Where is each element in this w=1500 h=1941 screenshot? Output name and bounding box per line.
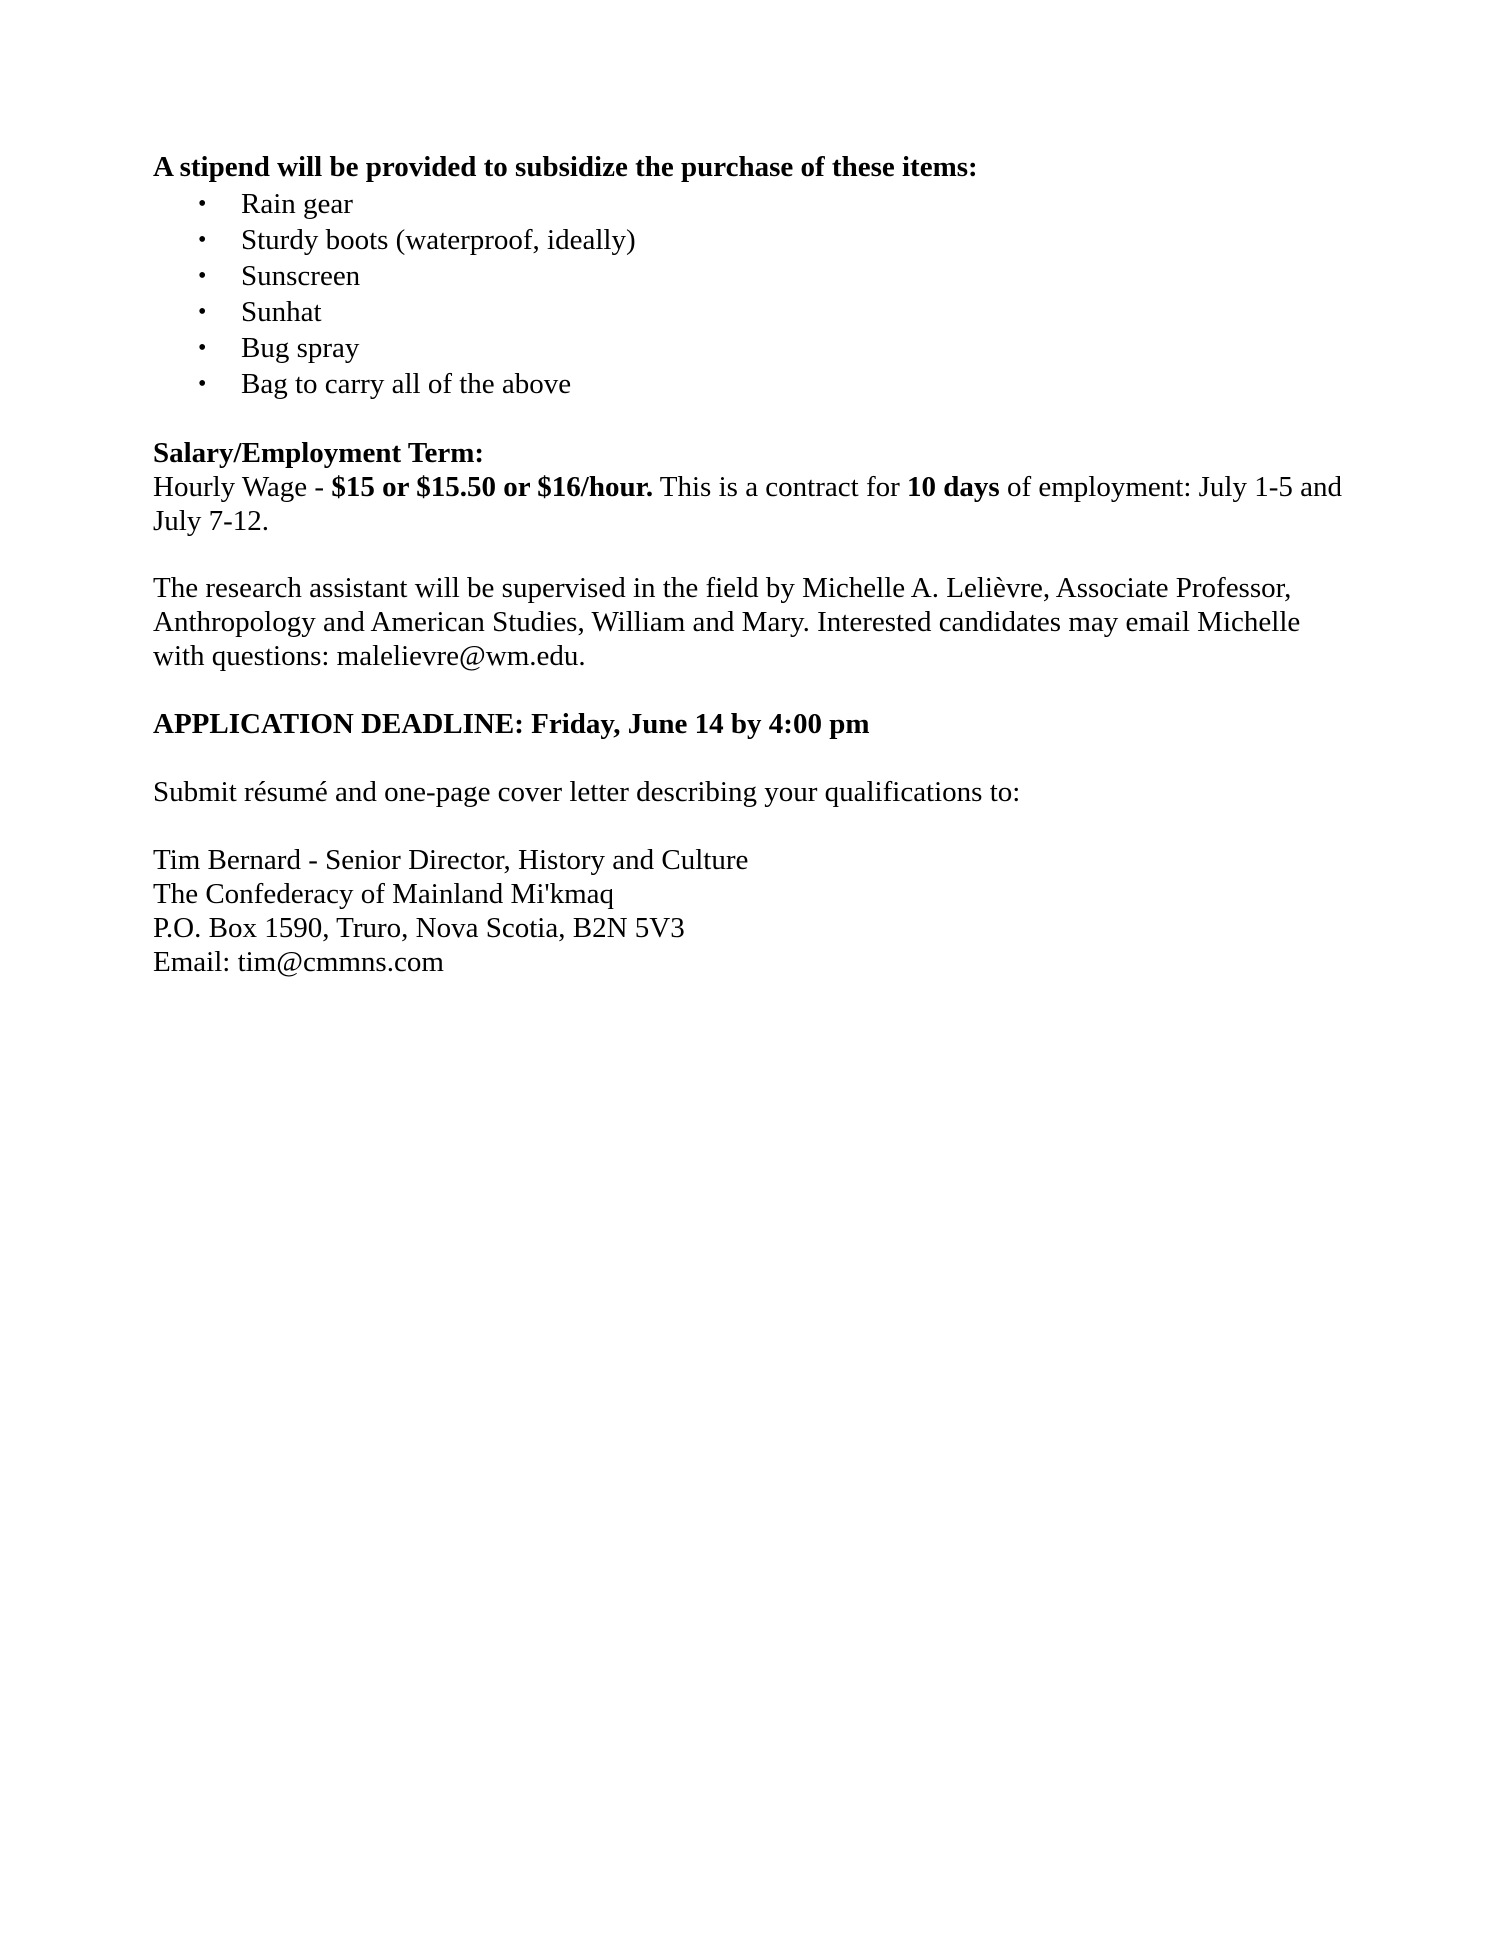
contract-prefix: This is a contract for xyxy=(653,471,908,503)
stipend-items-list xyxy=(153,186,1353,402)
list-item xyxy=(153,222,1353,258)
list-item-text: Bag to carry all of the above xyxy=(241,368,572,400)
contact-organization: The Confederacy of Mainland Mi'kmaq xyxy=(153,878,615,910)
bullet-icon: • xyxy=(198,299,207,325)
bullet-icon: • xyxy=(198,263,207,289)
salary-paragraph xyxy=(153,470,1353,538)
list-item-text: Sunscreen xyxy=(241,260,361,292)
bullet-icon: • xyxy=(198,371,207,397)
list-item xyxy=(153,366,1353,402)
wage-amount: $15 or $15.50 or $16/hour. xyxy=(331,471,654,503)
list-item-text: Bug spray xyxy=(241,332,360,364)
document-page xyxy=(153,150,1353,979)
contract-duration: 10 days xyxy=(907,471,1000,503)
submit-instructions: Submit résumé and one-page cover letter describing your qualifications to: xyxy=(153,776,1021,808)
stipend-heading: A stipend will be provided to subsidize the purchase of these items: xyxy=(153,151,978,183)
supervision-paragraph: The research assistant will be supervised in the field by Michelle A. Lelièvre, Associate Professor, Anthropology and American Studies, William and Mary. Interested candidates may email Michelle with questions: malelievre@wm.edu. xyxy=(153,572,1301,672)
list-item xyxy=(153,186,1353,222)
salary-heading: Salary/Employment Term: xyxy=(153,437,485,469)
contact-name: Tim Bernard - Senior Director, History and Culture xyxy=(153,844,749,876)
list-item xyxy=(153,294,1353,330)
contact-block xyxy=(153,843,1353,979)
list-item xyxy=(153,258,1353,294)
bullet-icon: • xyxy=(198,335,207,361)
list-item xyxy=(153,330,1353,366)
wage-prefix: Hourly Wage - xyxy=(153,471,332,503)
bullet-icon: • xyxy=(198,227,207,253)
bullet-icon: • xyxy=(198,191,207,217)
list-item-text: Sunhat xyxy=(241,296,322,328)
list-item-text: Rain gear xyxy=(241,188,353,220)
contact-email: Email: tim@cmmns.com xyxy=(153,946,444,978)
contract-suffix: of employment: July 1-5 and July 7-12. xyxy=(153,471,1342,537)
contact-address: P.O. Box 1590, Truro, Nova Scotia, B2N 5V3 xyxy=(153,912,685,944)
application-deadline: APPLICATION DEADLINE: Friday, June 14 by 4:00 pm xyxy=(153,708,870,740)
list-item-text: Sturdy boots (waterproof, ideally) xyxy=(241,224,636,256)
